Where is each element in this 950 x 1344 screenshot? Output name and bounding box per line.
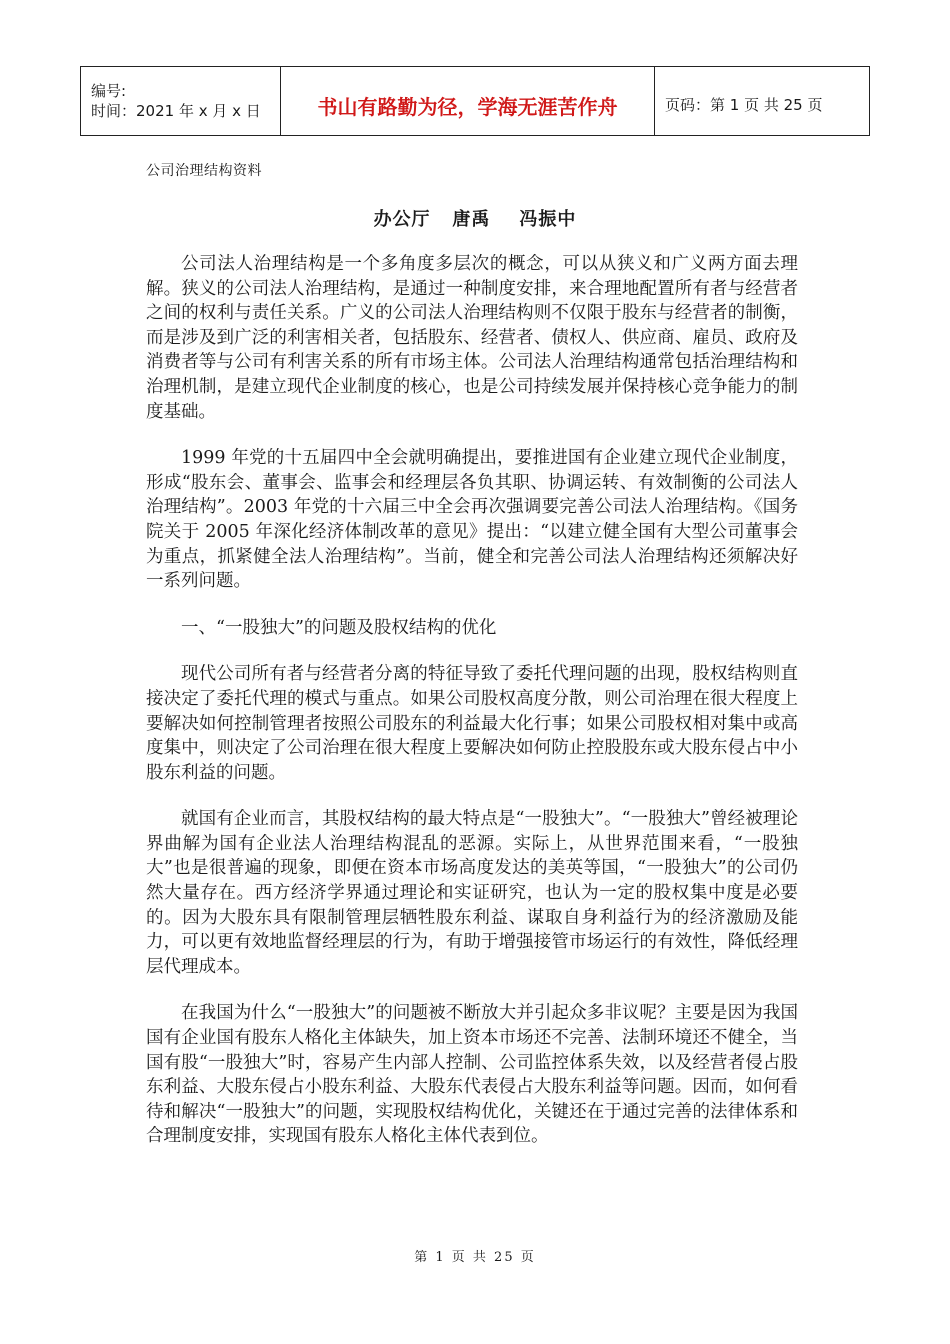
header-motto-cell — [281, 67, 655, 135]
section-heading: 一、“一股独大”的问题及股权结构的优化 — [181, 617, 497, 638]
header-page-info: 页码：第 1 页 共 25 页 — [665, 95, 823, 114]
header-meta-cell — [81, 67, 281, 135]
paragraph: 1999 年党的十五届四中全会就明确提出，要推进国有企业建立现代企业制度，形成“股东会、董事会、监事会和经理层各负其职、协调运转、有效制衡的公司法人治理结构”。2003 年党的十六届三中全会再次强调要完善公司法人治理结构。《国务院关于 2005 年深化经济体制改革的意见》提出：“以建立健全国有大型公司董事会为重点，抓紧健全法人治理结构”。当前，健全和完善公司法人治理结构还须解决好一系列问题。 — [146, 448, 798, 592]
paragraph: 公司法人治理结构是一个多角度多层次的概念，可以从狭义和广义两方面去理解。狭义的公司法人治理结构，是通过一种制度安排，来合理地配置所有者与经营者之间的权利与责任关系。广义的公司法人治理结构则不仅限于股东与经营者的制衡，而是涉及到广泛的利害相关者，包括股东、经营者、债权人、供应商、雇员、政府及消费者等与公司有利害关系的所有市场主体。公司法人治理结构通常包括治理结构和治理机制，是建立现代企业制度的核心，也是公司持续发展并保持核心竞争能力的制度基础。 — [146, 254, 798, 422]
paragraph: 就国有企业而言，其股权结构的最大特点是“一股独大”。“一股独大”曾经被理论界曲解为国有企业法人治理结构混乱的恶源。实际上，从世界范围来看，“一股独大”也是很普遍的现象，即便在资本市场高度发达的美英等国，“一股独大”的公司仍然大量存在。西方经济学界通过理论和实证研究，也认为一定的股权集中度是必要的。因为大股东具有限制管理层牺牲股东利益、谋取自身利益行为的经济激励及能力，可以更有效地监督经理层的行为，有助于增强接管市场运行的有效性，降低经理层代理成本。 — [146, 809, 798, 977]
motto: 书山有路勤为径，学海无涯苦作舟 — [317, 94, 618, 119]
document-label: 公司治理结构资料 — [146, 163, 262, 179]
page-footer: 第 1 页 共 25 页 — [414, 1250, 536, 1265]
document-header — [80, 66, 870, 136]
paragraph: 在我国为什么“一股独大”的问题被不断放大并引起众多非议呢？主要是因为我国国有企业国有股东人格化主体缺失，加上资本市场还不完善、法制环境还不健全，当国有股“一股独大”时，容易产生内部人控制、公司监控体系失效，以及经营者侵占股东利益、大股东侵占小股东利益、大股东代表侵占大股东利益等问题。因而，如何看待和解决“一股独大”的问题，实现股权结构优化，关键还在于通过完善的法律体系和合理制度安排，实现国有股东人格化主体代表到位。 — [146, 1003, 798, 1147]
document-body — [146, 252, 798, 1171]
paragraph: 现代公司所有者与经营者分离的特征导致了委托代理问题的出现，股权结构则直接决定了委托代理的模式与重点。如果公司股权高度分散，则公司治理在很大程度上要解决如何控制管理者按照公司股东的利益最大化行事；如果公司股权相对集中或高度集中，则决定了公司治理在很大程度上要解决如何防止控股股东或大股东侵占中小股东利益的问题。 — [146, 664, 798, 783]
number-label: 编号: — [91, 82, 127, 100]
document-authors: 办公厅 唐禹 冯振中 — [373, 209, 577, 230]
header-page-cell — [655, 67, 869, 135]
time-label: 时间：2021 年 x 月 x 日 — [91, 102, 261, 120]
